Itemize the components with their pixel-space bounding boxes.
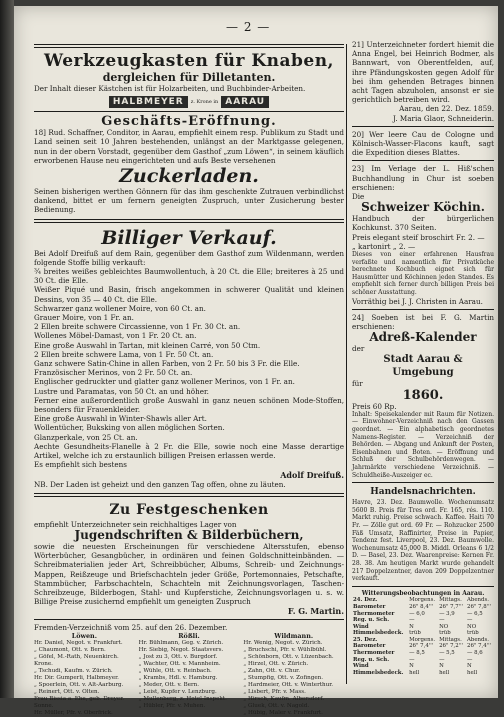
weather-cell: Thermometer [353, 610, 395, 617]
weather-cell: 26" 7,2''' [439, 643, 464, 650]
weather-row [352, 617, 494, 624]
weather-cell: N [467, 663, 472, 670]
weather-cell: Mittags. [439, 597, 462, 604]
koechin-pre: Die [352, 192, 365, 202]
weather-row [352, 597, 494, 604]
adress-title: Adreß-Kalender [369, 330, 477, 345]
weather-cell: — 8,5 [409, 650, 425, 657]
notice-verlag: 23] Im Verlage der L. Hiß'schen Buchhandlung in Chur ist soeben erschienen: [352, 164, 494, 192]
sale-line: Aechte Gesundheits-Flanelle à 2 Fr. die Elle, sowie noch eine Masse derartige Artikel, welche ich zu erstaunlich billigen Preisen erlassen werde. [34, 441, 344, 461]
adress-text: Inhalt: Speisekalender mit Raum für Notizen. — Einwohner-Verzeichniß nach den Gassen geordnet. — Ein alphabetisch geordnetes Namens-Register. — Verzeichniß der Behörden. — Abgang und Ankunft der Posten, Eisenbahnen und Boten. — Eröffnung und Schluß der Schulbehördenwegen. — Jahrmärkte verschiedene Verzeichniß. — Schuldheiße-Auszeiger ec. [352, 410, 494, 479]
adress-price: Preis 60 Rp. [352, 401, 397, 411]
weather-cell: hell [409, 669, 420, 676]
guest-entry: „ Hirsch, Kaufm. Albersdorf. [243, 695, 325, 702]
notice-engel-date: Aarau, den 22. Dez. 1859. [399, 104, 494, 114]
weather-cell: Abends. [467, 597, 489, 604]
weather-cell: 24. Dez. [353, 597, 378, 604]
fest-text: sowie die neuesten Erscheinungen für verschiedene Altersstufen, ebenso Wörterbücher, Gesangbücher, in ordinären und feinen Goldschnitteinbänden. — Schreibmaterialien jeder Art, Schreibbücher, Albums, Schreib- und Zeichnungs-Mappen, Reißzeuge und Briefschachteln jeder Größe, Portemonnaies, Petschafte, Stammbücher, Farbschachteln, Schachteln mit Zeichnungsvorlagen, Taschen-Schreibzeuge, Bilderbogen, Stahl- und Kupferstiche, Zeichnungsvorlagen u. s. w. Billige Preise zusichernd empfiehlt um geneigten Zuspruch [34, 541, 344, 607]
rule [352, 160, 494, 161]
guest-entry: Hr. Dir. Gumperli, Halbmeyer. [34, 674, 119, 681]
rule [352, 309, 494, 310]
weather-cell: Wind [353, 663, 369, 670]
weather-cell: — [409, 656, 415, 663]
guest-entry: „ Hübler, Pfr. v. Muhen. [138, 702, 206, 709]
rule [34, 619, 344, 620]
notice-engel: 21] Unterzeichneter fordert hiemit die Anna Engel, bei Heinrich Bodmer, als Bannwart, von Oberentfelden, auf, ihre Pfändungskosten gegen Adolf für bei ihm gehenden Betrages binnen acht Tagen abzuholen, ansonst er sie gerichtlich betreiben wird. [352, 40, 494, 105]
weather-row [352, 630, 494, 637]
adress-city: Stadt Aarau & Umgebung [383, 354, 463, 379]
weather-cell: 26" 8,4''' [409, 603, 434, 610]
weather-cell: — [439, 617, 445, 624]
handel-title: Handelsnachrichten. [370, 487, 476, 498]
sale-line: Es empfiehlt sich bestens [34, 460, 127, 470]
page-number: — 2 — [226, 20, 271, 34]
weather-row [352, 670, 494, 677]
weather-cell: — [439, 656, 445, 663]
guest-entry: Hr. Müller, Pfr. v. Oberfrick. [34, 709, 113, 716]
rule [34, 111, 344, 112]
sale-signature: Adolf Dreifuß. [280, 469, 344, 480]
weather-cell: Morgens. [409, 597, 436, 604]
guest-entry: Hr. Bühlmann, Geg. v. Zürich. [138, 639, 224, 646]
weather-row [352, 637, 494, 644]
rule [352, 586, 494, 587]
weather-cell: Morgens. [409, 636, 436, 643]
weather-cell: NO [467, 623, 477, 630]
guest-entry: „ Chaumont, Ott. v. Bern. [34, 646, 106, 653]
guest-list [139, 633, 240, 717]
sale-line: Ganz schwere Satin-Chine in allen Farben, von 2 Fr. 50 bis 3 Fr. die Elle. [34, 359, 300, 369]
rule [34, 219, 344, 223]
weather-cell: Reg. u. Sch. [353, 656, 390, 663]
weather-cell: N [409, 623, 414, 630]
weather-cell: — [467, 617, 473, 624]
weather-cell: Abends. [467, 636, 489, 643]
guest-entry: „ Wachter, Ott. v. Mannheim. [138, 660, 221, 667]
left-column [34, 40, 344, 717]
banner-name: HALBMEYER [109, 96, 188, 108]
sale-line: Glanzperkale, von 25 Ct. an. [34, 432, 138, 442]
guest-entry: „ Krambs, Hdl. v. Hamburg. [138, 674, 218, 681]
banner-mid: z. Krone in [190, 99, 219, 106]
weather-cell: — [467, 656, 473, 663]
tool-subtitle: dergleichen für Dilletanten. [102, 71, 276, 84]
fremden-lists [34, 633, 344, 717]
sale-line: Eine große Auswahl in Tartan, mit kleinen Carré, von 50 Ctm. [34, 340, 261, 350]
koechin-title: Schweizer Köchin. [361, 200, 485, 215]
weather-cell: Barometer [353, 603, 386, 610]
guest-entry: „ Mullenberg, z. Hotel-Inspekt. [138, 695, 227, 702]
zucker-title: Zuckerladen. [119, 165, 259, 188]
meteo-title: Witterungsbeobachtungen in Aarau. [361, 589, 485, 597]
guest-list-heading: Löwen. [71, 631, 97, 640]
guest-list [34, 633, 135, 717]
guest-entry: „ Hübig, Maler v. Frankfurt. [243, 709, 323, 716]
tool-title: Werkzeugkasten für Knaben, [44, 51, 334, 71]
sale-lines [34, 249, 344, 470]
notice-martin: 24] Soeben ist bei F. G. Martin erschienen: [352, 312, 494, 332]
weather-row [352, 663, 494, 670]
fest-title: Zu Festgeschenken [109, 501, 269, 518]
weather-cell: trüb [439, 630, 451, 637]
guest-entry: „ Gluek, Ott. v. Nagold. [243, 702, 310, 709]
sale-line: Ferner eine außerordentlich große Auswahl in ganz neuen schönen Mode-Stoffen, besonders für Frauenkleider. [34, 395, 344, 415]
weather-cell: 26" 7,8''' [467, 603, 492, 610]
weather-cell: — 8,6 [467, 650, 483, 657]
weather-row [352, 624, 494, 631]
weather-row [352, 657, 494, 664]
guest-entry: „ Tschudi, Kaufm. v. Zürich. [34, 667, 113, 674]
rule [34, 44, 344, 48]
sale-line: Bei Adolf Dreifuß auf dem Rain, gegenüber dem Gasthof zum Wildenmann, werden folgende Stoffe billig verkauft: [34, 248, 344, 267]
weather-cell: — 3,9 [439, 610, 455, 617]
weather-row [352, 643, 494, 650]
weather-row [352, 650, 494, 657]
sale-nb: NB. Der Laden ist geheizt und den ganzen Tag offen, ohne zu läuten. [34, 479, 286, 489]
weather-row [352, 604, 494, 611]
fest-signature: F. G. Martin. [287, 606, 344, 617]
weather-cell: — [409, 617, 415, 624]
guest-entry: „ Hirzel, Ott. v. Zürich. [243, 660, 309, 667]
sale-line: Wollenes Möbel-Damast, von 1 Fr. 20 Ct. an. [34, 331, 197, 341]
weather-cell: Thermometer [353, 650, 395, 657]
guest-entry: „ Meder, Ott. v. Bern. [138, 681, 200, 688]
weather-cell: Barometer [353, 643, 386, 650]
sale-line: Weißer Piqué und Basin, frisch angekommen in schwerer Qualität und kleinen Dessins, von 35 — 40 Ct. die Elle. [34, 285, 344, 304]
adress-fuer: für [352, 379, 363, 389]
guest-entry: „ Reinert, Ott. v. Olten. [34, 688, 100, 695]
fremden-title: Fremden-Verzeichniß vom 25. auf den 26. Dezember. [34, 623, 228, 633]
right-column [352, 40, 494, 676]
banner-place: AARAU [221, 96, 269, 108]
weather-cell: 26" 7,4''' [467, 643, 492, 650]
weather-cell: hell [439, 669, 450, 676]
guest-entry: Frau Bissia a. Ehe, geb. Dreyer. [34, 695, 125, 702]
guest-entry: „ Stumpfig, Ott. v. Zofingen. [243, 674, 324, 681]
weather-cell: Himmelsbedeck. [353, 630, 404, 637]
weather-cell: — 6,0 [409, 610, 425, 617]
weather-cell: N [439, 663, 444, 670]
sale-line: Schwarzer ganz wollener Moire, von 60 Ct. an. [34, 303, 206, 313]
weather-cell: Himmelsbedeck. [353, 669, 404, 676]
sale-title: Billiger Verkauf. [101, 226, 277, 249]
guest-entry: „ Jost zu 3, Ott. v. Burgdorf. [138, 653, 218, 660]
weather-cell: Mittags. [439, 636, 462, 643]
weather-row [352, 611, 494, 618]
weather-cell: Reg. u. Sch. [353, 617, 390, 624]
guest-entry: Krone. [34, 660, 53, 667]
guest-entry: Hr. Daniel, Negot. v. Frankfurt. [34, 639, 123, 646]
opening-title: Geschäfts-Eröffnung. [101, 114, 277, 130]
adress-year: 1860. [402, 387, 444, 403]
guest-entry: Hr. Siebig, Negot. Staatsvers. [138, 646, 224, 653]
weather-cell: — 6,5 [467, 610, 483, 617]
sale-line: 2 Ellen breite schwere Lama, von 1 Fr. 50 Ct. an. [34, 349, 214, 359]
weather-cell: trüb [409, 630, 421, 637]
koechin-price-2: „ kartonirt „ 2. — [352, 241, 416, 251]
weather-cell: — 5,5 [439, 650, 455, 657]
book-spine [0, 0, 14, 698]
guest-entry: „ Leist, Kupfer v. Lenzburg. [138, 688, 217, 695]
guest-entry: „ Lisbert, Pfr. v. Mass. [243, 688, 306, 695]
fest-intro: empfiehlt Unterzeichneter sein reichhaltiges Lager von [34, 519, 237, 529]
weather-cell: trüb [467, 630, 479, 637]
fest-subtitle: Jugendschriften & Bilderbüchern, [74, 527, 304, 542]
column-divider [346, 44, 347, 684]
rule [352, 482, 494, 483]
notice-engel-signature: J. Maria Glaor, Schneiderin. [393, 113, 494, 123]
sale-line: Wollentücher, Buksking von allen möglichen Sorten. [34, 423, 225, 433]
weather-cell: 25. Dez. [353, 636, 378, 643]
sale-line: Grauer Moire, von 1 Fr. an. [34, 313, 134, 323]
weather-cell: NO [439, 623, 449, 630]
sale-line: Französischer Merinos, von 2 Fr. 50 Ct. an. [34, 368, 193, 378]
guest-entry: „ Schönborn, Ott. v. Lüzenbach. [243, 653, 334, 660]
weather-cell: 26" 7,7''' [439, 603, 464, 610]
koechin-text: Dieses von einer erfahrenen Hausfrau verfaßte und namentlich für Privatküche berechnete Kochbuch eignet sich für Hausmütter und Köchinnen jeden Standes. Es empfiehlt sich ferner durch billigen Preis bei schöner Ausstattung. [352, 251, 494, 297]
sale-line: Englischer gedruckter und glatter ganz wollener Merinos, von 1 Fr. an. [34, 377, 295, 387]
notice-flacons: 20] Wer leere Cau de Cologne und Kölnisch-Wasser-Flacons kauft, sagt die Expedition dieses Blattes. [352, 129, 494, 158]
weather-table [352, 597, 494, 676]
opening-text: 18] Rud. Schaffner, Conditor, in Aarau, empfiehlt einem resp. Publikum zu Stadt und Land seinen seit 10 Jahren bestehenden, unlängst an der Marktgasse gelegenen, nun in der obern Vorstadt, gegenüber dem Gasthof „zum Löwen“, in seinem käuflich erworbenen Hause neu eingerichteten und aufs Beste versehenen [34, 128, 344, 165]
koechin-availability: Vorräthig bei J. J. Christen in Aarau. [352, 296, 483, 306]
sale-line: ¾ breites weißes gebleichtes Baumwollentuch, à 20 Ct. die Elle; breiteres à 25 und 30 Ct. die Elle. [34, 267, 344, 286]
guest-entry: „ Zahn, Ott. v. Chur. [243, 667, 301, 674]
guest-entry: „ Bruchschi, Pfr. v. Wühlbühl. [243, 646, 327, 653]
rule [352, 126, 494, 127]
weather-cell: 26" 7,4''' [409, 643, 434, 650]
rule [34, 493, 344, 497]
koechin-price-1: Preis elegant steif broschirt Fr. 2. — [352, 232, 485, 242]
guest-list [243, 633, 344, 717]
weather-cell: Wind [353, 623, 369, 630]
guest-list-heading: Wildmann. [274, 631, 314, 640]
guest-entry: Sonne. [34, 702, 54, 709]
weather-cell: N [409, 663, 414, 670]
koechin-subtitle: Handbuch der bürgerlichen Kochkunst. 370 Seiten. [352, 214, 494, 233]
newspaper-page [14, 6, 498, 716]
guest-entry: „ Göfel, M.-Rath, Neuenkirch. [34, 653, 119, 660]
tool-text: Der Inhalt dieser Kästchen ist für Holzarbeiten, und Buchbinder-Arbeiten. [34, 84, 306, 93]
sale-line: Eine große Auswahl in Winter-Shawls aller Art. [34, 414, 207, 424]
adress-der: der [352, 344, 365, 354]
zucker-text: Seinen bisherigen werthen Gönnern für das ihm geschenkte Zutrauen verbindlichst dankend, bittet er um fernern geneigten Zuspruch, unter Zusicherung bester Bedienung. [34, 187, 344, 215]
sale-line: Lustre und Paramatas, von 50 Ct. an und höher. [34, 386, 209, 396]
guest-entry: „ Hardmeier, Ott. v. Winterthur. [243, 681, 334, 688]
guest-entry: „ Spoerlein, Ott. v. Alt-Aarburg. [34, 681, 124, 688]
guest-entry: Hr. Wenig, Negot. v. Zürich. [243, 639, 323, 646]
weather-cell: hell [467, 669, 478, 676]
halbmeyer-banner [34, 96, 344, 108]
handel-text: Havre, 23. Dez. Baumwolle. Wochenumsatz 5600 B. Preis für Tres ord. Fr. 165, rés. 110. Markt ruhig. Preise schwach. Kaffee. Haiti 70 Fr. — Zölle gut ord. 69 Fr. — Rohzucker 2500 Fäß Umsatz, Raffinirter, Preise in Papier, Tendenz fest. Liverpool, 23. Dez. Baumwolle. Wochenumsatz 45,000 B. Middl. Orleans 6 1/2 D. — Basel, 23. Dez. Waarenpreise: Kernen Fr. 28. 38. Am heutigen Markt wurde gehandelt 217 Doppelzentner, davon 209 Doppelzentner verkauft. [352, 499, 494, 583]
guest-entry: „ Wühle, Ott. v. Reinbach. [138, 667, 212, 674]
sale-line: 2 Ellen breite schwere Circassienne, von 1 Fr. 30 Ct. an. [34, 322, 241, 332]
guest-list-heading: Rößli. [178, 631, 200, 640]
